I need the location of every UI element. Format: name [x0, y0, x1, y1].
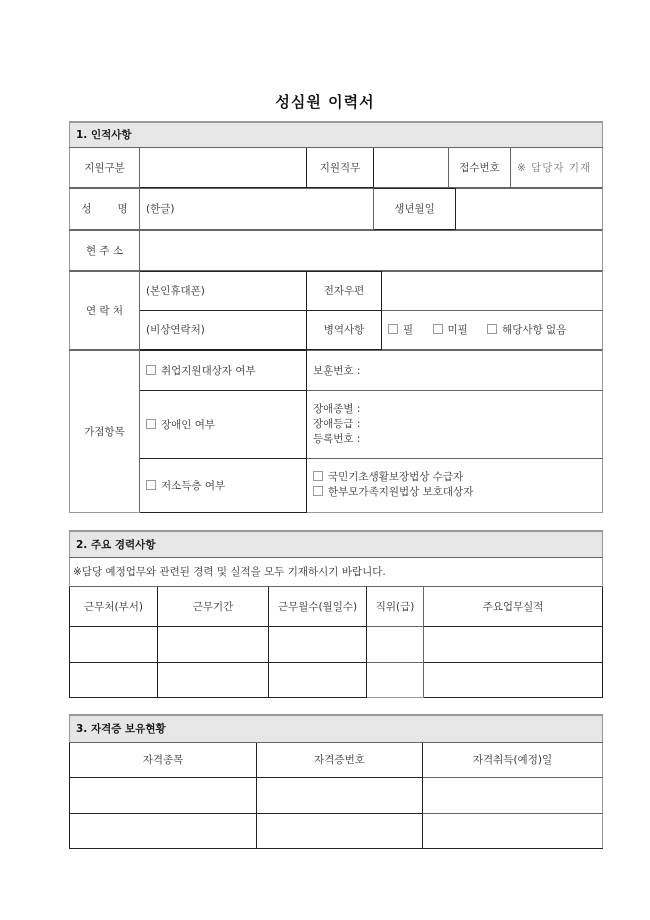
- low-income-details: [307, 458, 603, 512]
- disability-details: [307, 390, 603, 458]
- career-cell[interactable]: [367, 662, 424, 697]
- checkbox-icon[interactable]: [313, 486, 323, 496]
- receipt-number-label: 접수번호: [449, 147, 511, 187]
- career-cell[interactable]: [158, 662, 269, 697]
- name-label: [70, 188, 140, 229]
- basic-livelihood-checkbox[interactable]: 국민기초생활보장법상 수급자: [313, 470, 596, 485]
- apply-position-field[interactable]: [374, 147, 449, 187]
- apply-position-label: 지원직무: [307, 147, 374, 187]
- email-field[interactable]: [382, 271, 603, 310]
- disability-type-field[interactable]: 장애종별 :: [313, 402, 361, 415]
- checkbox-icon[interactable]: [313, 471, 323, 481]
- birthdate-label: 생년월일: [374, 188, 456, 229]
- checkbox-icon[interactable]: [146, 419, 156, 429]
- cert-cell[interactable]: [70, 777, 257, 813]
- cert-cell[interactable]: [423, 813, 603, 848]
- column-header-cert-type: 자격종목: [70, 742, 257, 777]
- checkbox-icon[interactable]: [146, 480, 156, 490]
- veteran-number-field[interactable]: 보훈번호 :: [307, 350, 603, 390]
- apply-category-field[interactable]: [140, 147, 307, 187]
- section-certificates: [69, 714, 602, 849]
- career-cell[interactable]: [70, 626, 158, 662]
- checkbox-icon[interactable]: [487, 324, 497, 334]
- registration-number-field[interactable]: 등록번호 :: [313, 432, 361, 445]
- military-option-completed[interactable]: 필: [388, 324, 413, 336]
- column-header-workplace: 근무처(부서): [70, 586, 158, 626]
- section2-header: 2. 주요 경력사항: [70, 531, 603, 557]
- military-service-label: 병역사항: [307, 310, 382, 349]
- receipt-number-note: [511, 147, 603, 187]
- column-header-cert-number: 자격증번호: [257, 742, 423, 777]
- name-label-char-2: 명: [117, 203, 128, 215]
- name-label-char-1: 성: [81, 203, 92, 215]
- address-field[interactable]: [140, 230, 603, 270]
- career-cell[interactable]: [158, 626, 269, 662]
- section-career: [69, 530, 602, 698]
- cert-cell[interactable]: [257, 777, 423, 813]
- checkbox-icon[interactable]: [146, 365, 156, 375]
- military-option-not-applicable[interactable]: 해당사항 없음: [487, 324, 566, 336]
- career-cell[interactable]: [424, 626, 603, 662]
- section-personal-info: [69, 121, 602, 513]
- cert-cell[interactable]: [70, 813, 257, 848]
- career-cell[interactable]: [269, 662, 367, 697]
- column-header-months: 근무월수(월일수): [269, 586, 367, 626]
- apply-category-label: 지원구분: [70, 147, 140, 187]
- address-label: 현 주 소: [70, 230, 140, 270]
- bonus-item-disability[interactable]: 장애인 여부: [140, 390, 307, 458]
- admin-note: ※ 담당자 기재: [517, 161, 592, 174]
- table-row: [70, 662, 603, 697]
- career-cell[interactable]: [70, 662, 158, 697]
- table-row: [70, 777, 603, 813]
- single-parent-checkbox[interactable]: 한부모가족지원법상 보호대상자: [313, 485, 596, 500]
- email-label: 전자우편: [307, 271, 382, 310]
- table-row: [70, 626, 603, 662]
- mobile-phone-field[interactable]: (본인휴대폰): [140, 271, 307, 310]
- column-header-cert-date: 자격취득(예정)일: [423, 742, 603, 777]
- cert-cell[interactable]: [423, 777, 603, 813]
- career-note: ※담당 예정업무와 관련된 경력 및 실적을 모두 기재하시기 바랍니다.: [70, 557, 603, 586]
- table-row: [70, 813, 603, 848]
- section1-header: 1. 인적사항: [70, 122, 603, 147]
- column-header-achievements: 주요업무실적: [424, 586, 603, 626]
- checkbox-icon[interactable]: [388, 324, 398, 334]
- name-field[interactable]: (한글): [140, 188, 374, 229]
- cert-cell[interactable]: [257, 813, 423, 848]
- column-header-period: 근무기간: [158, 586, 269, 626]
- birthdate-field[interactable]: [456, 188, 603, 229]
- bonus-points-label: 가점항목: [70, 350, 140, 512]
- military-option-not-completed[interactable]: 미필: [433, 324, 468, 336]
- section3-header: 3. 자격증 보유현황: [70, 715, 603, 742]
- contact-label: 연 락 처: [70, 271, 140, 349]
- career-cell[interactable]: [367, 626, 424, 662]
- disability-grade-field[interactable]: 장애등급 :: [313, 417, 361, 430]
- bonus-item-veteran[interactable]: 취업지원대상자 여부: [140, 350, 307, 390]
- military-service-options: [382, 310, 603, 349]
- page-title: 성심원 이력서: [275, 93, 375, 111]
- emergency-contact-field[interactable]: (비상연락처): [140, 310, 307, 349]
- checkbox-icon[interactable]: [433, 324, 443, 334]
- career-cell[interactable]: [424, 662, 603, 697]
- bonus-item-low-income[interactable]: 저소득층 여부: [140, 458, 307, 512]
- column-header-rank: 직위(급): [367, 586, 424, 626]
- career-cell[interactable]: [269, 626, 367, 662]
